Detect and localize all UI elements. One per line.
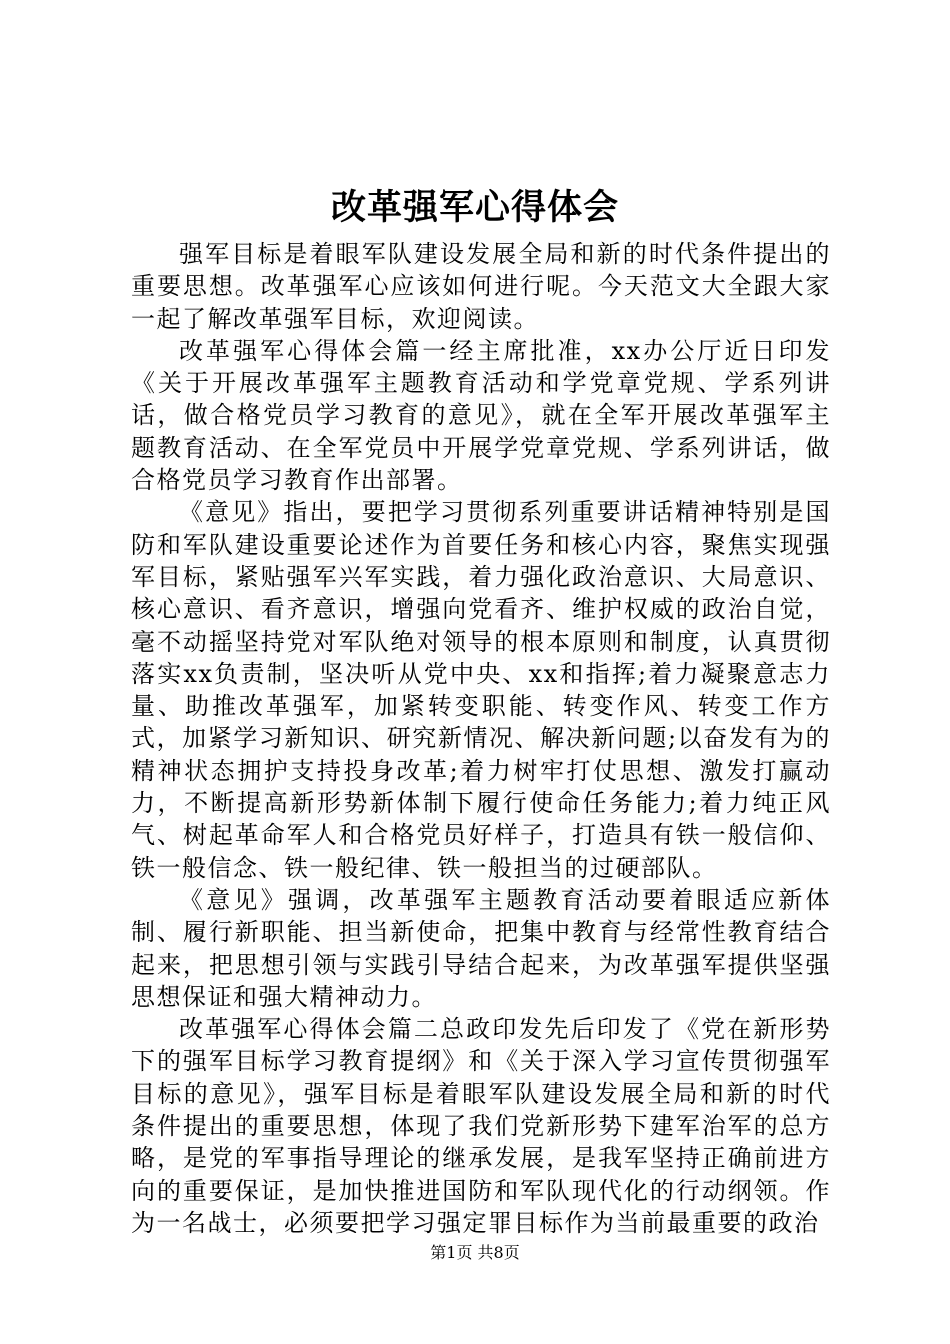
paragraph-opinion-points: 《意见》指出，要把学习贯彻系列重要讲话精神特别是国防和军队建设重要论述作为首要任务和核心内容，聚焦实现强军目标，紧贴强军兴军实践，着力强化政治意识、大局意识、核心意识、看齐意识，增强向党看齐、维护权威的政治自觉，毫不动摇坚持党对军队绝对领导的根本原则和制度，认真贯彻落实xx负责制，坚决听从党中央、xx和指挥;着力凝聚意志力量、助推改革强军，加紧转变职能、转变作风、转变工作方式，加紧学习新知识、研究新情况、解决新问题;以奋发有为的精神状态拥护支持投身改革;着力树牢打仗思想、激发打赢动力，不断提高新形势新体制下履行使命任务能力;着力纯正风气、树起革命军人和合格党员好样子，打造具有铁一般信仰、铁一般信念、铁一般纪律、铁一般担当的过硬部队。 (131, 498, 831, 882)
page-title: 改革强军心得体会 (330, 187, 619, 228)
paragraph-part-two: 改革强军心得体会篇二总政印发先后印发了《党在新形势下的强军目标学习教育提纲》和《关于深入学习宣传贯彻强军目标的意见》，强军目标是着眼军队建设发展全局和新的时代条件提出的重要思想，体现了我们党新形势下建军治军的总方略，是党的军事指导理论的继承发展，是我军坚持正确前进方向的重要保证，是加快推进国防和军队现代化的行动纲领。作为一名战士，必须要把学习强定罪目标作为当前最重要的政治 (131, 1015, 831, 1237)
paragraph-part-one: 改革强军心得体会篇一经主席批准，xx办公厅近日印发《关于开展改革强军主题教育活动和学党章党规、学系列讲话，做合格党员学习教育的意见》，就在全军开展改革强军主题教育活动、在全军党员中开展学党章党规、学系列讲话，做合格党员学习教育作出部署。 (131, 336, 831, 495)
document-body (131, 238, 831, 1239)
page-footer: 第1页 共8页 (430, 1243, 520, 1262)
paragraph-intro: 强军目标是着眼军队建设发展全局和新的时代条件提出的重要思想。改革强军心应该如何进行呢。今天范文大全跟大家一起了解改革强军目标，欢迎阅读。 (131, 240, 831, 333)
paragraph-opinion-emphasis: 《意见》强调，改革强军主题教育活动要着眼适应新体制、履行新职能、担当新使命，把集中教育与经常性教育结合起来，把思想引领与实践引导结合起来，为改革强军提供坚强思想保证和强大精神动力。 (131, 885, 831, 1011)
